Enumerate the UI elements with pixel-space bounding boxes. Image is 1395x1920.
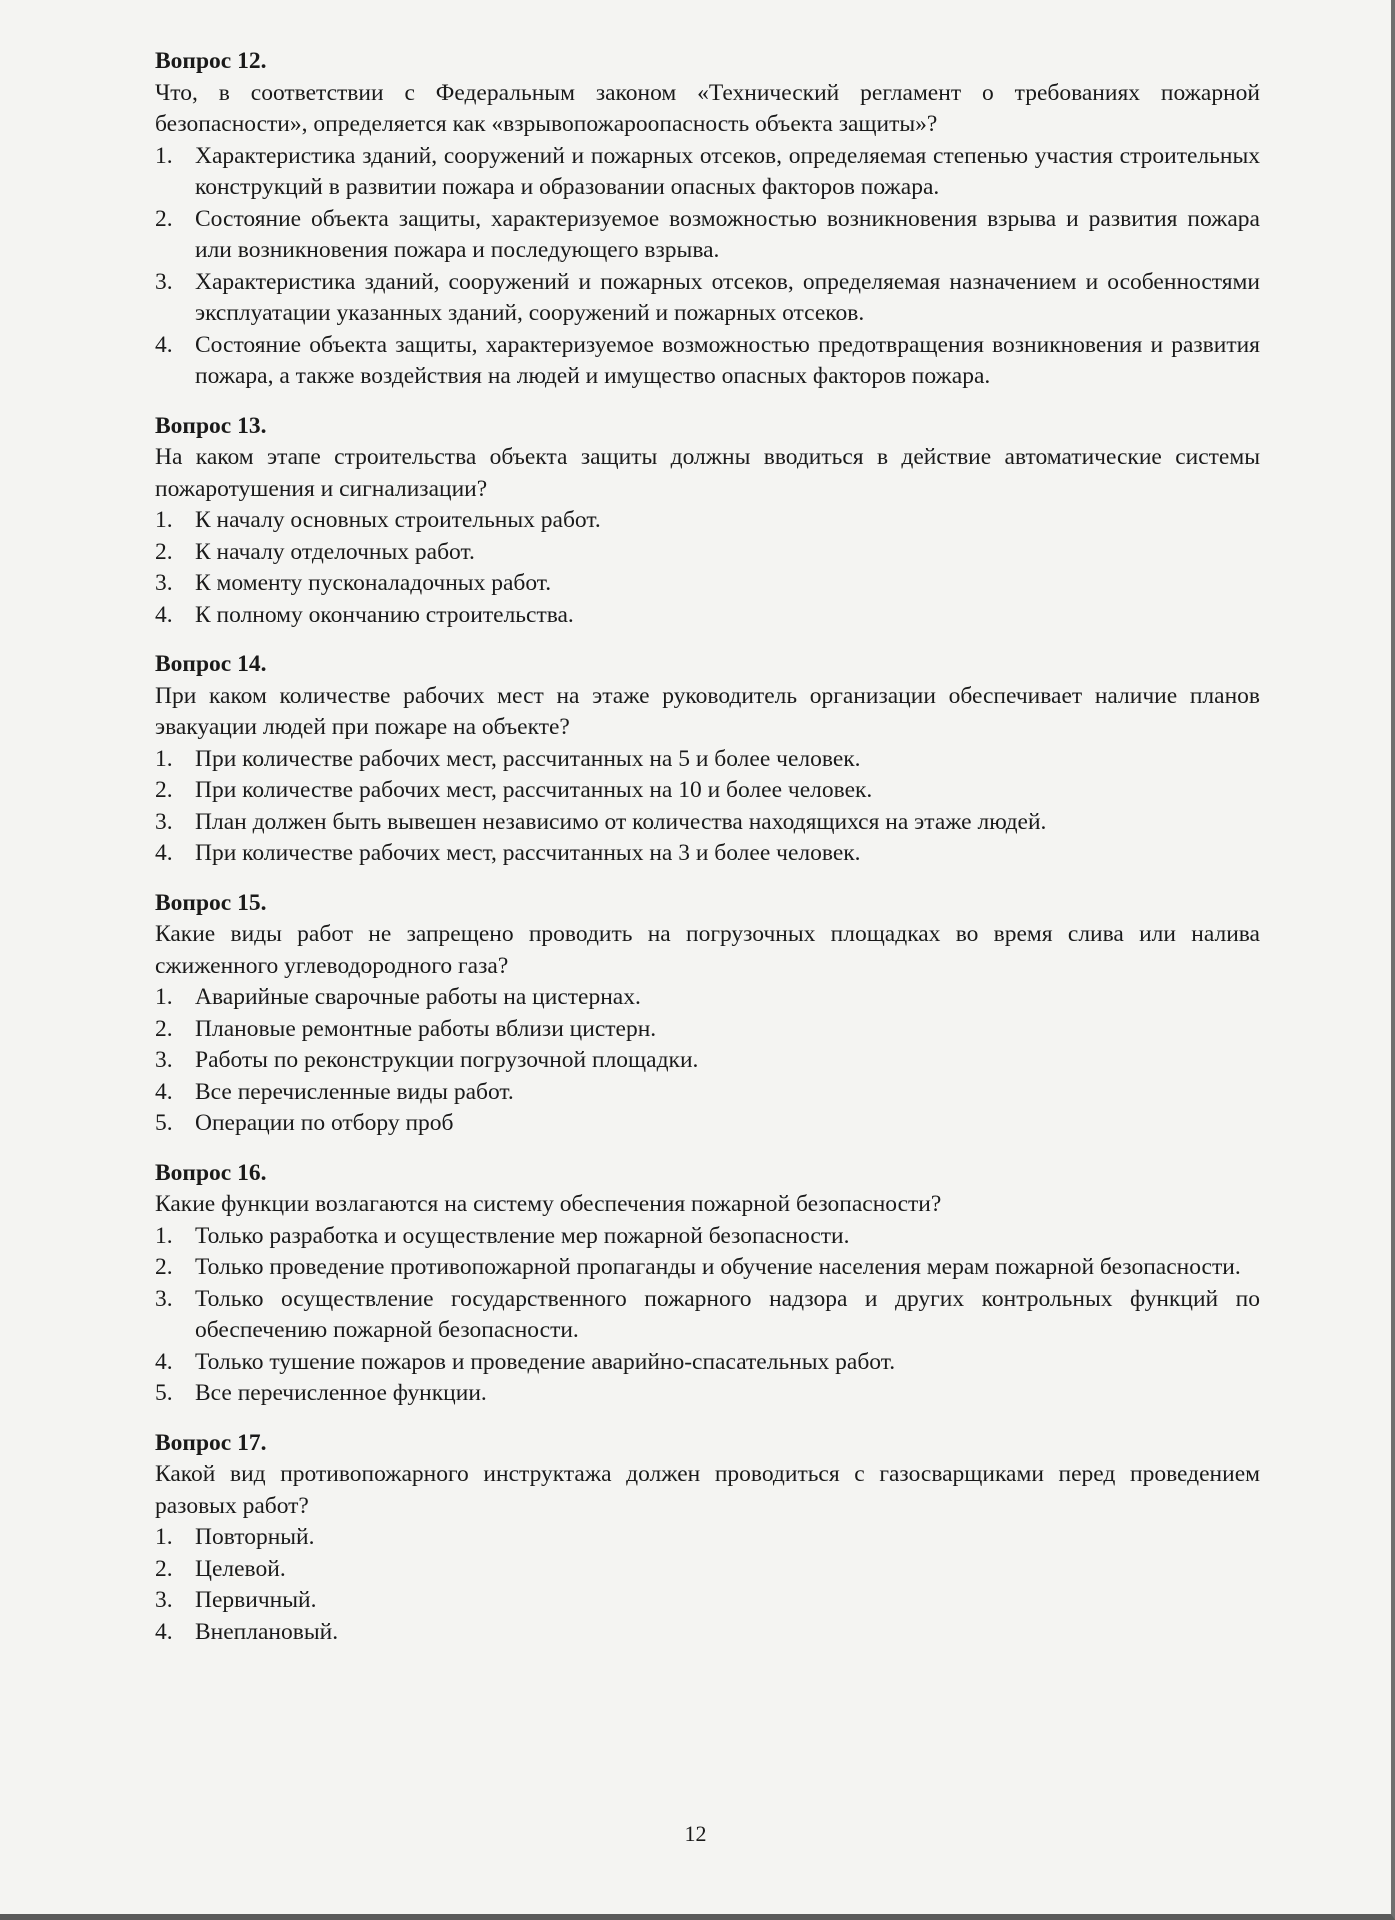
answer-number: 2. [155,1555,173,1582]
answer-text: Работы по реконструкции погрузочной площадки. [195,1047,699,1073]
answer-option [155,505,1260,537]
answer-option [155,838,1260,870]
answer-text: Все перечисленные виды работ. [195,1078,514,1105]
answer-number: 3. [155,268,173,295]
answer-text: Аварийные сварочные работы на цистернах. [195,984,641,1010]
answer-option [155,1554,1260,1586]
answer-list [155,505,1260,631]
answer-text: Только проведение противопожарной пропаганды и обучение населения мерам пожарной безопасности. [195,1254,1241,1280]
question-text: Что, в соответствии с Федеральным законом «Технический регламент о требованиях пожарной безопасности», определяется как «взрывопожароопасность объекта защиты»? [155,79,1260,137]
answer-option [155,1378,1260,1410]
answer-number: 1. [155,1524,173,1550]
question-block [155,649,1260,870]
answer-text: К началу основных строительных работ. [195,507,601,533]
answer-number: 3. [155,1285,173,1312]
answer-option [155,537,1260,569]
answer-option [155,330,1260,393]
answer-option [155,1014,1260,1046]
answer-number: 4. [155,601,173,628]
answer-number: 3. [155,1587,173,1613]
answer-option [155,1252,1260,1284]
answer-number: 1. [155,1222,173,1249]
question-text: Какой вид противопожарного инструктажа должен проводиться с газосварщиками перед проведением разовых работ? [155,1461,1260,1519]
answer-option [155,1585,1260,1617]
question-title: Вопрос 14. [155,651,267,677]
answer-text: Характеристика зданий, сооружений и пожарных отсеков, определяемая назначением и особенностями эксплуатации указанных зданий, сооружений и пожарных отсеков. [195,268,1260,326]
answer-text: При количестве рабочих мест, рассчитанных на 10 и более человек. [195,777,873,803]
answer-option [155,1522,1260,1554]
answer-option [155,1045,1260,1077]
answer-text: К началу отделочных работ. [195,538,475,565]
answer-option [155,1108,1260,1140]
answer-number: 5. [155,1110,173,1136]
answer-text: Целевой. [195,1555,286,1582]
answer-text: К моменту пусконаладочных работ. [195,570,552,596]
answer-list [155,1522,1260,1648]
answer-text: При количестве рабочих мест, рассчитанных на 3 и более человек. [195,840,861,866]
answer-text: Только разработка и осуществление мер пожарной безопасности. [195,1222,850,1249]
answer-text: План должен быть вывешен независимо от количества находящихся на этаже людей. [195,808,1047,835]
answer-text: Все перечисленное функции. [195,1380,487,1406]
answer-option [155,744,1260,776]
answer-number: 2. [155,538,173,565]
answer-number: 5. [155,1380,173,1406]
answer-text: Только осуществление государственного пожарного надзора и других контрольных функций по обеспечению пожарной безопасности. [195,1285,1260,1343]
answer-number: 4. [155,1348,173,1375]
answer-option [155,1284,1260,1347]
answer-option [155,600,1260,632]
answer-option [155,1221,1260,1253]
page-number: 12 [684,1821,707,1846]
answer-option [155,807,1260,839]
answer-option [155,775,1260,807]
answer-number: 1. [155,507,173,533]
answer-option [155,568,1260,600]
answer-number: 4. [155,1078,173,1105]
question-block [155,411,1260,632]
answer-text: Плановые ремонтные работы вблизи цистерн. [195,1015,657,1042]
question-text: При каком количестве рабочих мест на этаже руководитель организации обеспечивает наличие планов эвакуации людей при пожаре на объекте? [155,682,1260,740]
answer-text: Первичный. [195,1587,317,1613]
question-block [155,46,1260,393]
answer-number: 3. [155,570,173,596]
answer-list [155,1221,1260,1410]
answer-text: Внеплановый. [195,1618,339,1645]
question-text: Какие виды работ не запрещено проводить на погрузочных площадках во время слива или налива сжиженного углеводородного газа? [155,921,1260,979]
answer-option [155,141,1260,204]
question-title: Вопрос 12. [155,48,267,74]
answer-option [155,982,1260,1014]
answer-option [155,1617,1260,1649]
answer-list [155,744,1260,870]
answer-option [155,1077,1260,1109]
question-title: Вопрос 15. [155,889,267,916]
answer-number: 2. [155,1254,173,1280]
answer-text: Только тушение пожаров и проведение аварийно-спасательных работ. [195,1348,896,1375]
answer-list [155,141,1260,393]
answer-number: 4. [155,840,173,866]
answer-option [155,1347,1260,1379]
answer-number: 4. [155,331,173,358]
answer-number: 3. [155,808,173,835]
question-block [155,888,1260,1140]
question-title: Вопрос 13. [155,412,267,439]
answer-number: 4. [155,1618,173,1645]
answer-number: 3. [155,1047,173,1073]
question-block [155,1158,1260,1410]
answer-text: Состояние объекта защиты, характеризуемое возможностью возникновения взрыва и развития пожара или возникновения пожара и последующего взрыва. [195,205,1260,263]
question-text: На каком этапе строительства объекта защиты должны вводиться в действие автоматические системы пожаротушения и сигнализации? [155,444,1260,502]
answer-text: Характеристика зданий, сооружений и пожарных отсеков, определяемая степенью участия строительных конструкций в развитии пожара и образовании опасных факторов пожара. [195,142,1260,200]
question-block [155,1428,1260,1649]
answer-number: 1. [155,984,173,1010]
answer-number: 1. [155,142,173,169]
answer-number: 2. [155,205,173,232]
question-title: Вопрос 17. [155,1429,267,1456]
answer-number: 1. [155,745,173,772]
question-title: Вопрос 16. [155,1159,267,1186]
answer-option [155,267,1260,330]
answer-text: К полному окончанию строительства. [195,601,574,628]
page-content [155,46,1260,1666]
answer-text: Повторный. [195,1524,315,1550]
answer-text: При количестве рабочих мест, рассчитанных на 5 и более человек. [195,745,861,772]
question-text: Какие функции возлагаются на систему обеспечения пожарной безопасности? [155,1191,942,1217]
answer-number: 2. [155,777,173,803]
answer-text: Операции по отбору проб [195,1110,454,1136]
answer-number: 2. [155,1015,173,1042]
answer-list [155,982,1260,1140]
answer-option [155,204,1260,267]
answer-text: Состояние объекта защиты, характеризуемое возможностью предотвращения возникновения и развития пожара, а также воздействия на людей и имущество опасных факторов пожара. [195,331,1260,389]
